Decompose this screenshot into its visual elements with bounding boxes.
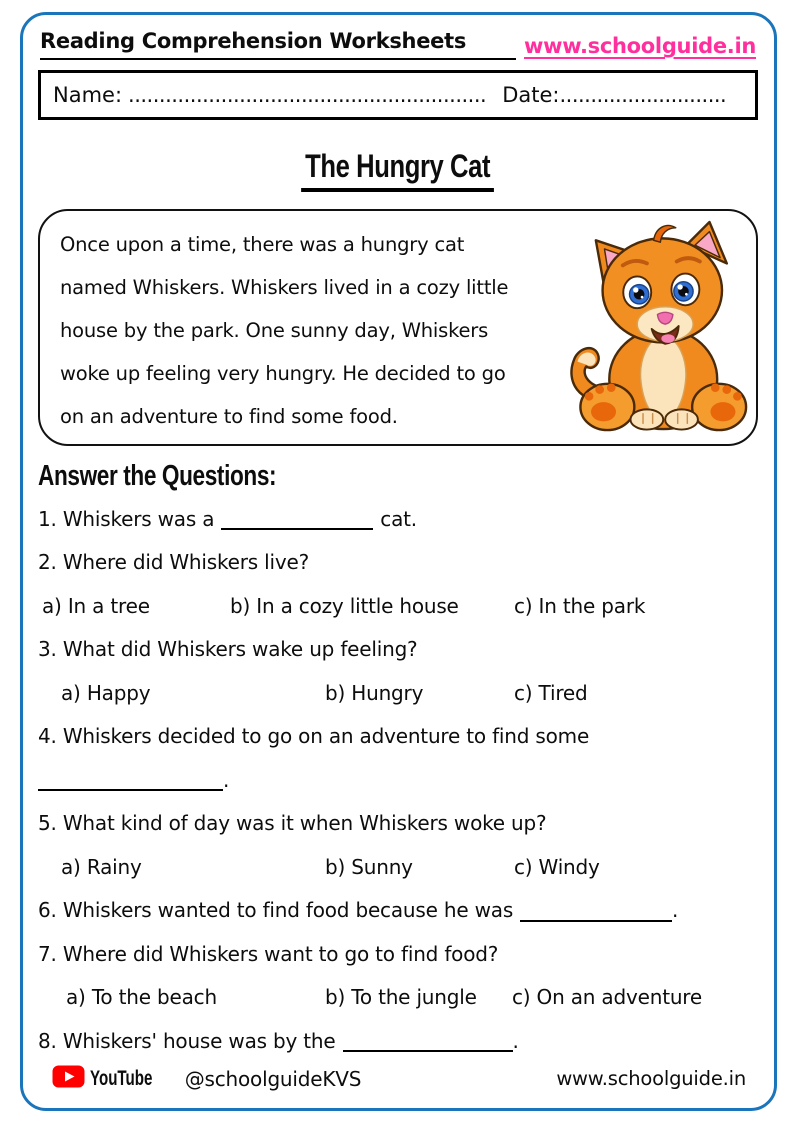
story-line: Once upon a time, there was a hungry cat [60, 233, 465, 256]
question-5 [38, 802, 758, 846]
date-blank-dots: ........................... [559, 83, 727, 107]
cat-image-svg [565, 216, 748, 438]
option-3a: a) Happy [61, 680, 151, 705]
question-6 [38, 889, 758, 933]
question-1-text-after: cat. [380, 506, 417, 531]
question-4-blank-line [38, 758, 758, 802]
option-7b: b) To the jungle [325, 985, 477, 1010]
footer-site-url: www.schoolguide.in [556, 1067, 746, 1090]
header [38, 29, 758, 60]
story-line: named Whiskers. Whiskers lived in a cozy little [60, 276, 509, 299]
page-frame [20, 12, 777, 1111]
story-line: house by the park. One sunny day, Whiskers [60, 319, 489, 342]
option-7a: a) To the beach [66, 985, 217, 1010]
question-4-text: 4. Whiskers decided to go on an adventure to find some [38, 724, 590, 749]
option-2a: a) In a tree [42, 593, 150, 618]
answer-blank-1 [221, 507, 373, 530]
header-title-underline [40, 29, 516, 60]
youtube-icon [52, 1065, 85, 1092]
question-2-text: 2. Where did Whiskers live? [38, 550, 310, 575]
options-row-7 [38, 976, 758, 1020]
footer [38, 1065, 758, 1100]
cat-illustration [565, 216, 748, 438]
option-3b: b) Hungry [325, 680, 424, 705]
answer-blank-6 [520, 899, 672, 922]
site-link[interactable]: www.schoolguide.in [524, 34, 756, 58]
option-5b: b) Sunny [325, 854, 413, 879]
question-8-period: . [512, 1028, 519, 1053]
question-7-text: 7. Where did Whiskers want to go to find food? [38, 941, 499, 966]
options-row-5 [38, 845, 758, 889]
option-2b: b) In a cozy little house [230, 593, 459, 618]
question-5-text: 5. What kind of day was it when Whiskers woke up? [38, 811, 547, 836]
answer-blank-8 [343, 1029, 513, 1052]
date-label: Date: [502, 83, 560, 107]
questions-heading: Answer the Questions: [38, 460, 277, 492]
story-box [38, 209, 758, 446]
worksheet-title: The Hungry Cat [301, 148, 494, 192]
question-1 [38, 497, 758, 541]
option-2c: c) In the park [514, 593, 646, 618]
worksheet-title-wrap [38, 148, 758, 192]
name-label: Name: [53, 83, 123, 107]
story-line: woke up feeling very hungry. He decided to go [60, 362, 506, 385]
option-5c: c) Windy [514, 854, 600, 879]
option-5a: a) Rainy [61, 854, 142, 879]
question-8 [38, 1019, 758, 1063]
story-line: on an adventure to find some food. [60, 405, 398, 428]
youtube-handle: @schoolguideKVS [184, 1066, 362, 1091]
question-4-period: . [223, 767, 230, 792]
options-row-2 [38, 584, 758, 628]
question-3-text: 3. What did Whiskers wake up feeling? [38, 637, 418, 662]
question-7 [38, 932, 758, 976]
question-1-text: 1. Whiskers was a [38, 506, 215, 531]
question-2 [38, 541, 758, 585]
answer-blank-4 [38, 768, 223, 791]
question-3 [38, 628, 758, 672]
questions-heading-wrap [38, 460, 758, 494]
name-blank-dots: .......................................................... [128, 83, 487, 107]
option-3c: c) Tired [514, 680, 588, 705]
question-6-period: . [672, 898, 679, 923]
question-8-text: 8. Whiskers' house was by the [38, 1028, 336, 1053]
youtube-label: YouTube [90, 1066, 153, 1090]
page-title: Reading Comprehension Worksheets [40, 29, 467, 53]
question-6-text: 6. Whiskers wanted to find food because he was [38, 898, 514, 923]
name-date-box [38, 70, 758, 120]
option-7c: c) On an adventure [512, 985, 702, 1010]
options-row-3 [38, 671, 758, 715]
question-4 [38, 715, 758, 759]
questions-section [38, 497, 758, 1063]
